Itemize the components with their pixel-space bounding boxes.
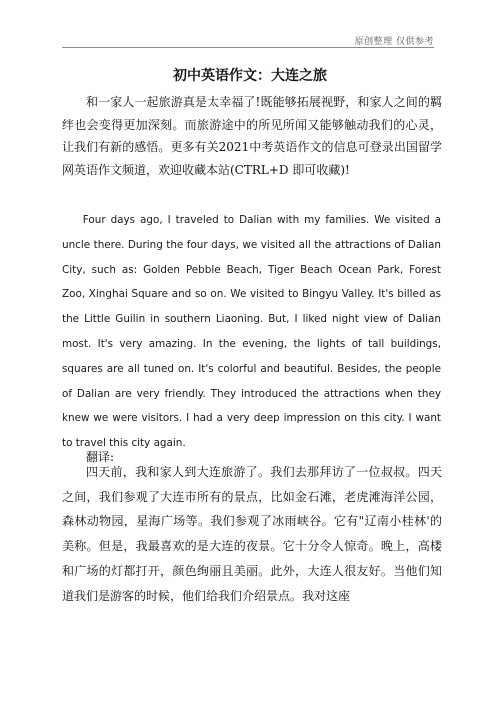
- translation-label: 翻译:: [86, 450, 115, 464]
- document-title: 初中英语作文：大连之旅: [173, 68, 327, 84]
- translation-paragraph: 四天前，我和家人到大连旅游了。我们去那拜访了一位叔叔。四天之间，我们参观了大连市所有的景点，比如金石滩，老虎滩海洋公园，森林动物园，星海广场等。我们参观了冰雨峡谷。它有"辽南小桂林'的美称。但是，我最喜欢的是大连的夜景。它十分令人惊奇。晚上，高楼和广场的灯都打开，颜色绚丽且美丽。此外，大连人很友好。当他们知道我们是游客的时候，他们给我们介绍景点。我对这座: [62, 465, 442, 603]
- english-essay-paragraph: Four days ago, I traveled to Dalian with my families. We visited a uncle there. During the four days, we visited all the attractions of Dalian City, such as: Golden Pebble Beach, Tiger Beach Ocean Park, Forest Zoo, Xinghai Square and so on. We visited to Bingyu Valley. It's billed as the Little Guilin in southern Liaoning. But, I liked night view of Dalian most. It's very amazing. In the evening, the lights of tall buildings, squares are all tuned on. It's colorful and beautiful. Besides, the people of Dalian are very friendly. They introduced the attractions when they knew we were visitors. I had a very deep impression on this city. I want to travel this city again.: [62, 214, 441, 450]
- page-header: [62, 34, 434, 48]
- intro-paragraph: 和一家人一起旅游真是太幸福了!既能够拓展视野，和家人之间的羁绊也会变得更加深刻。而旅游途中的所见所闻又能够触动我们的心灵，让我们有新的感悟。更多有关2021中考英语作文的信息可登录出国留学网英语作文频道，欢迎收藏本站(CTRL+D 即可收藏)!: [62, 95, 442, 177]
- header-text: 原创整理 仅供参考: [354, 37, 434, 47]
